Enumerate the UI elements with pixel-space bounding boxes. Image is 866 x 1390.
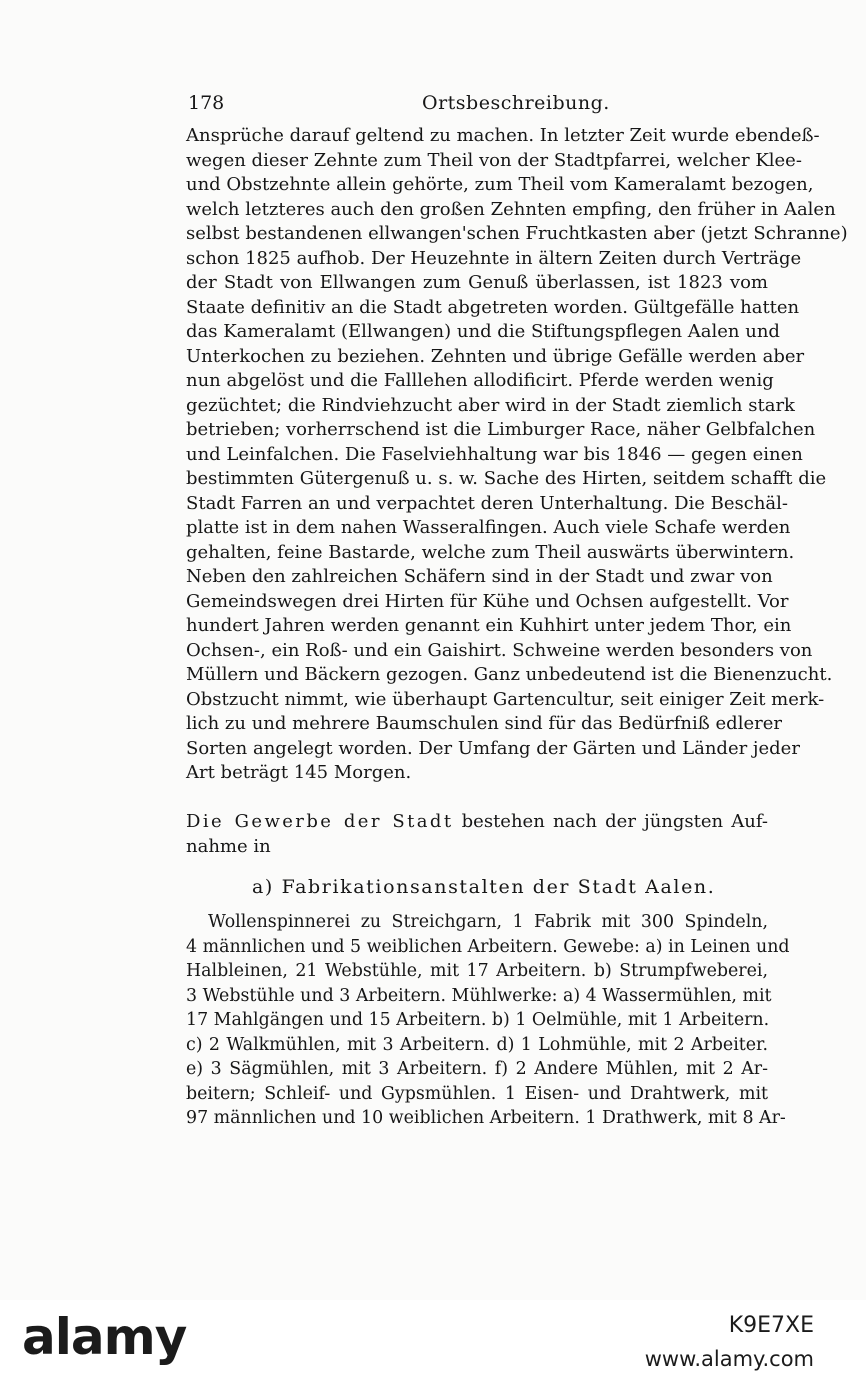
text-line: der Stadt von Ellwangen zum Genuß überlassen, ist 1823 vom	[186, 272, 768, 293]
text-line: Obstzucht nimmt, wie überhaupt Gartencultur, seit einiger Zeit merk-	[186, 688, 825, 710]
text-line: das Kameralamt (Ellwangen) und die Stiftungspflegen Aalen und	[186, 321, 780, 342]
text-line: schon 1825 aufhob. Der Heuzehnte in ältern Zeiten durch Verträge	[186, 247, 802, 269]
paragraph-3	[186, 910, 790, 1131]
alamy-logo: alamy	[22, 1308, 187, 1366]
text-line: gehalten, feine Bastarde, welche zum Theil auswärts überwintern.	[186, 541, 795, 563]
text-line: 4 männlichen und 5 weiblichen Arbeitern. Gewebe: a) in Leinen und	[186, 936, 790, 957]
text-line: welch letzteres auch den großen Zehnten empfing, den früher in Aalen	[186, 198, 836, 220]
text-line: 3 Webstühle und 3 Arbeitern. Mühlwerke: a) 4 Wassermühlen, mit	[186, 985, 772, 1006]
spaced-emphasis: Die Gewerbe der Stadt	[186, 811, 454, 832]
text-line	[186, 810, 768, 835]
text-line: Wollenspinnerei zu Streichgarn, 1 Fabrik mit 300 Spindeln,	[208, 912, 768, 932]
text-line: Neben den zahlreichen Schäfern sind in der Stadt und zwar von	[186, 566, 773, 587]
text-line: Gemeindswegen drei Hirten für Kühe und Ochsen aufgestellt. Vor	[186, 590, 789, 612]
text-fragment: bestehen nach der jüngsten Auf-	[453, 811, 768, 832]
text-line: lich zu und mehrere Baumschulen sind für das Bedürfniß edlerer	[186, 713, 782, 734]
text-line: gezüchtet; die Rindviehzucht aber wird in der Stadt ziemlich stark	[186, 394, 795, 416]
text-line: Art beträgt 145 Morgen.	[186, 762, 412, 783]
text-line: bestimmten Gütergenuß u. s. w. Sache des Hirten, seitdem schafft die	[186, 468, 827, 489]
text-line: 97 männlichen und 10 weiblichen Arbeitern. 1 Drathwerk, mit 8 Ar-	[186, 1108, 786, 1128]
text-line: Unterkochen zu beziehen. Zehnten und übrige Gefälle werden aber	[186, 345, 805, 367]
text-line: Müllern und Bäckern gezogen. Ganz unbedeutend ist die Bienenzucht.	[186, 664, 833, 685]
page-number: 178	[188, 92, 225, 114]
page-header	[184, 92, 770, 122]
text-line: Sorten angelegt worden. Der Umfang der Gärten und Länder jeder	[186, 737, 800, 759]
paragraph-2	[186, 810, 768, 859]
section-heading: a) Fabrikationsanstalten der Stadt Aalen.	[252, 876, 716, 898]
text-line: betrieben; vorherrschend ist die Limburger Race, näher Gelbfalchen	[186, 419, 816, 440]
running-title: Ortsbeschreibung.	[422, 92, 610, 114]
text-line: nun abgelöst und die Falllehen allodificirt. Pferde werden wenig	[186, 370, 774, 391]
text-line: c) 2 Walkmühlen, mit 3 Arbeitern. d) 1 Lohmühle, mit 2 Arbeiter.	[186, 1034, 768, 1055]
text-line: und Leinfalchen. Die Faselviehhaltung war bis 1846 — gegen einen	[186, 443, 803, 465]
text-line: nahme in	[186, 835, 271, 857]
text-line: Stadt Farren an und verpachtet deren Unterhaltung. Die Beschäl-	[186, 492, 789, 514]
text-line: beitern; Schleif- und Gypsmühlen. 1 Eisen- und Drahtwerk, mit	[186, 1083, 768, 1104]
watermark-url: www.alamy.com	[644, 1347, 814, 1371]
text-line: hundert Jahren werden genannt ein Kuhhirt unter jedem Thor, ein	[186, 615, 792, 636]
text-line: selbst bestandenen ellwangen'schen Fruchtkasten aber (jetzt Schranne)	[186, 223, 848, 244]
text-line: Halbleinen, 21 Webstühle, mit 17 Arbeitern. b) Strumpfweberei,	[186, 961, 768, 981]
text-line: e) 3 Sägmühlen, mit 3 Arbeitern. f) 2 Andere Mühlen, mit 2 Ar-	[186, 1059, 768, 1079]
text-line: 17 Mahlgängen und 15 Arbeitern. b) 1 Oelmühle, mit 1 Arbeitern.	[186, 1010, 770, 1030]
image-id: K9E7XE	[728, 1313, 814, 1338]
text-line: Staate definitiv an die Stadt abgetreten worden. Gültgefälle hatten	[186, 296, 800, 318]
paragraph-1	[186, 124, 848, 786]
text-line: Ochsen-, ein Roß- und ein Gaishirt. Schweine werden besonders von	[186, 639, 813, 661]
text-line: wegen dieser Zehnte zum Theil von der Stadtpfarrei, welcher Klee-	[186, 149, 802, 171]
text-line: platte ist in dem nahen Wasseralfingen. Auch viele Schafe werden	[186, 517, 791, 538]
text-line: und Obstzehnte allein gehörte, zum Theil vom Kameralamt bezogen,	[186, 174, 814, 195]
text-line: Ansprüche darauf geltend zu machen. In letzter Zeit wurde ebendeß-	[186, 125, 820, 146]
